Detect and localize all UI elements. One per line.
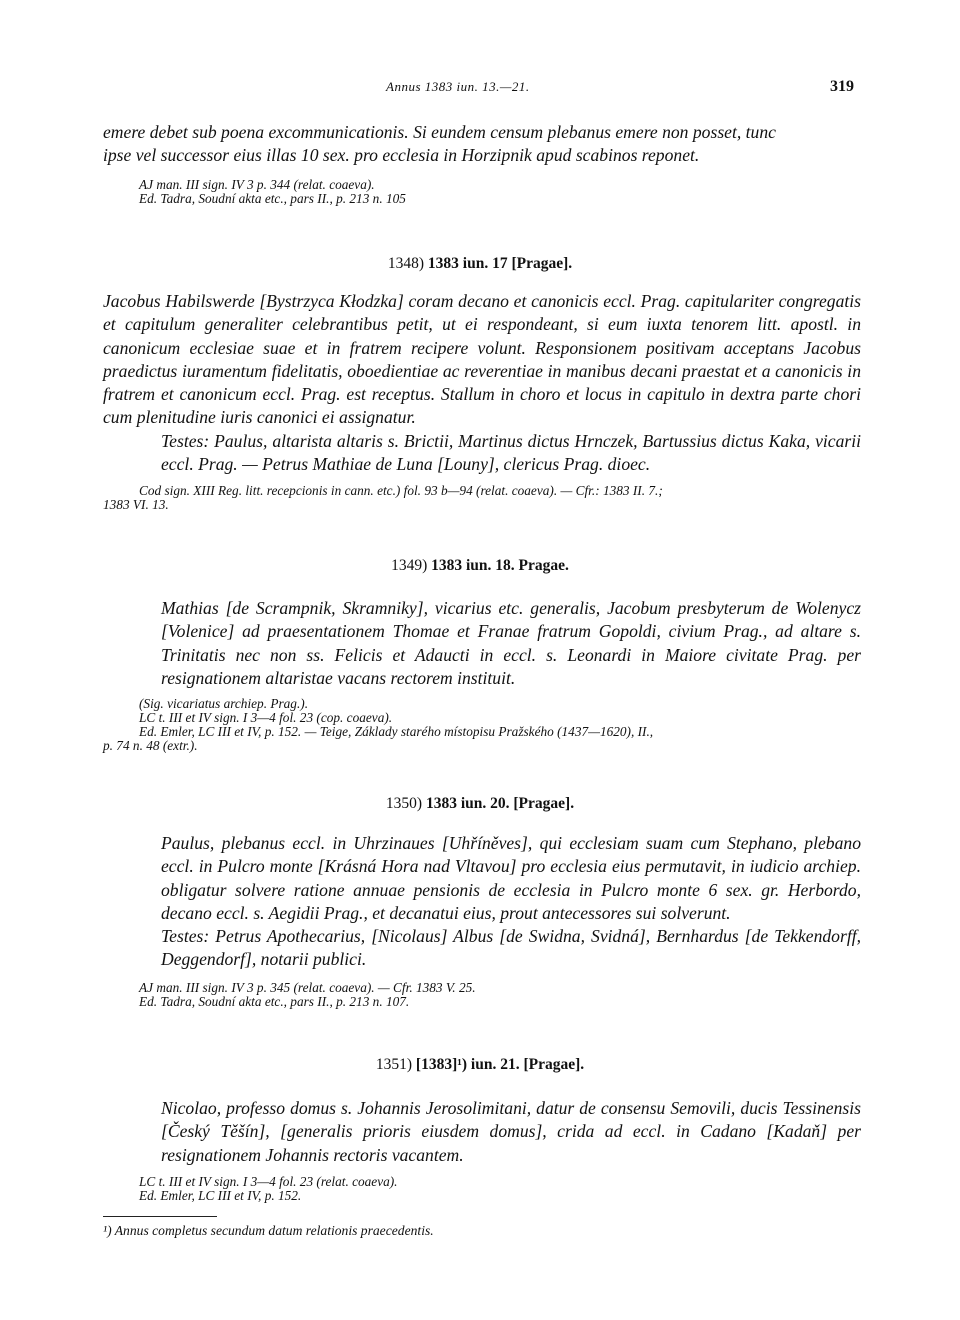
source-note-block-1349-cont (103, 739, 863, 753)
footnote: ¹) Annus completus secundum datum relationis praecedentis. (103, 1223, 434, 1238)
entry-body-1349 (103, 597, 861, 690)
source-note-block (139, 178, 899, 206)
source-note: AJ man. III sign. IV 3 p. 344 (relat. coaeva). (139, 177, 375, 192)
source-note: AJ man. III sign. IV 3 p. 345 (relat. coaeva). — Cfr. 1383 V. 25. (139, 980, 476, 995)
entry-number: 1351) (375, 1056, 413, 1073)
source-note-block-1349 (139, 697, 899, 739)
source-note-block-1348 (139, 484, 899, 498)
source-note: LC t. III et IV sign. I 3—4 fol. 23 (cop. coaeva). (139, 710, 393, 725)
source-note-block-1348-cont (103, 498, 863, 512)
source-note: Ed. Emler, LC III et IV, p. 152. — Teige, Základy starého místopisu Pražského (1437—1620), II., (139, 724, 654, 739)
source-note: LC t. III et IV sign. I 3—4 fol. 23 (relat. coaeva). (139, 1174, 398, 1189)
entry-heading-1350 (0, 795, 960, 813)
page-number: 319 (830, 78, 854, 95)
entry-heading-1349 (0, 557, 960, 575)
source-note: Ed. Tadra, Soudní akta etc., pars II., p. 213 n. 105 (139, 191, 406, 206)
entry-paragraph: Nicolao, professo domus s. Johannis Jerosolimitani, datur de consensu Semovili, ducis Tessinensis [Český Těšín], [generalis prioris eiusdem domus], crida ad eccl. in Cadano [Kadaň] per resignationem Johannis rectoris vacantem. (161, 1098, 861, 1165)
footnote-divider (103, 1216, 217, 1217)
entry-body-1350 (103, 832, 861, 972)
entry-witnesses: Testes: Paulus, altarista altaris s. Brictii, Martinus dictus Hrnczek, Bartussius dictus Kaka, vicarii eccl. Prag. — Petrus Mathiae de Luna [Louny], clericus Prag. dioec. (161, 430, 861, 475)
continuation-text (103, 121, 861, 168)
continuation-line: ipse vel successor eius illas 10 sex. pro ecclesia in Horzipnik apud scabinos reponet. (103, 145, 700, 166)
entry-date: [1383]¹) iun. 21. [Pragae]. (415, 1056, 585, 1073)
entry-number: 1350) (385, 795, 423, 812)
source-note: Ed. Emler, LC III et IV, p. 152. (139, 1188, 302, 1203)
source-note: Ed. Tadra, Soudní akta etc., pars II., p. 213 n. 107. (139, 994, 410, 1009)
source-note: 1383 VI. 13. (103, 497, 169, 512)
source-note-block-1350 (139, 981, 899, 1009)
entry-body-1351 (103, 1097, 861, 1167)
entry-number: 1348) (387, 255, 425, 272)
entry-paragraph: Paulus, plebanus eccl. in Uhrzinaues [Uhříněves], qui ecclesiam suam cum Stephano, plebano eccl. in Pulcro monte [Krásná Hora nad Vltavou] pro ecclesia eius permutavit, in iudicio archiep. obligatur solvere ratione annuae pensionis de ecclesia in Pulcro monte 6 sex. gr. Herbordo, decano eccl. s. Aegidii Prag., et decanatui eius, prout antecessores sui solverunt. (161, 833, 861, 923)
running-header: Annus 1383 iun. 13.—21. (386, 79, 530, 94)
entry-witnesses: Testes: Petrus Apothecarius, [Nicolaus] Albus [de Swidna, Svidná], Bernhardus [de Tekkendorff, Deggendorf], notarii publici. (161, 926, 861, 970)
source-note: p. 74 n. 48 (extr.). (103, 738, 198, 753)
entry-heading-1348 (0, 255, 960, 273)
source-note-block-1351 (139, 1175, 899, 1203)
continuation-line: emere debet sub poena excommunicationis. Si eundem censum plebanus emere non posset, tunc (103, 122, 776, 142)
entry-number: 1349) (391, 557, 428, 574)
source-note: (Sig. vicariatus archiep. Prag.). (139, 696, 309, 711)
entry-paragraph: Mathias [de Scrampnik, Skramniky], vicarius etc. generalis, Jacobum presbyterum de Wolenycz [Volenice] ad praesentationem Thomae et Franae fratrum Gopoldi, civium Prag., ad altare s. Trinitatis nec non ss. Felicis et Adaucti in eccl. s. Leonardi in Maiore civitate Prag. per resignationem altaristae vacans rectorem instituit. (161, 598, 861, 688)
entry-body-1348 (103, 290, 861, 476)
entry-date: 1383 iun. 17 [Pragae]. (427, 255, 573, 272)
entry-heading-1351 (0, 1056, 960, 1074)
source-note: Cod sign. XIII Reg. litt. recepcionis in cann. etc.) fol. 93 b—94 (relat. coaeva). — Cfr.: 1383 II. 7.; (139, 483, 663, 498)
entry-date: 1383 iun. 20. [Pragae]. (425, 795, 575, 812)
entry-date: 1383 iun. 18. Pragae. (431, 557, 569, 574)
entry-paragraph: Jacobus Habilswerde [Bystrzyca Kłodzka] coram decano et canonicis eccl. Prag. capitulariter congregatis et capitulum generaliter celebrantibus petit, ut ei respondeant, si eum iuxta tenorem litt. apostl. in canonicum ecclesiae suae et in fratrem recipere volunt. Responsionem positivam acceptans Jacobus praedictus iuramentum fidelitatis, oboedientiae ac reverentiae in manibus decani praestat et a canonicis in fratrem et canonicum eccl. Prag. est receptus. Stallum in choro et locus in capitulo in dextra parte chori cum plenitudine iuris canonici ei assignatur. (103, 291, 861, 428)
